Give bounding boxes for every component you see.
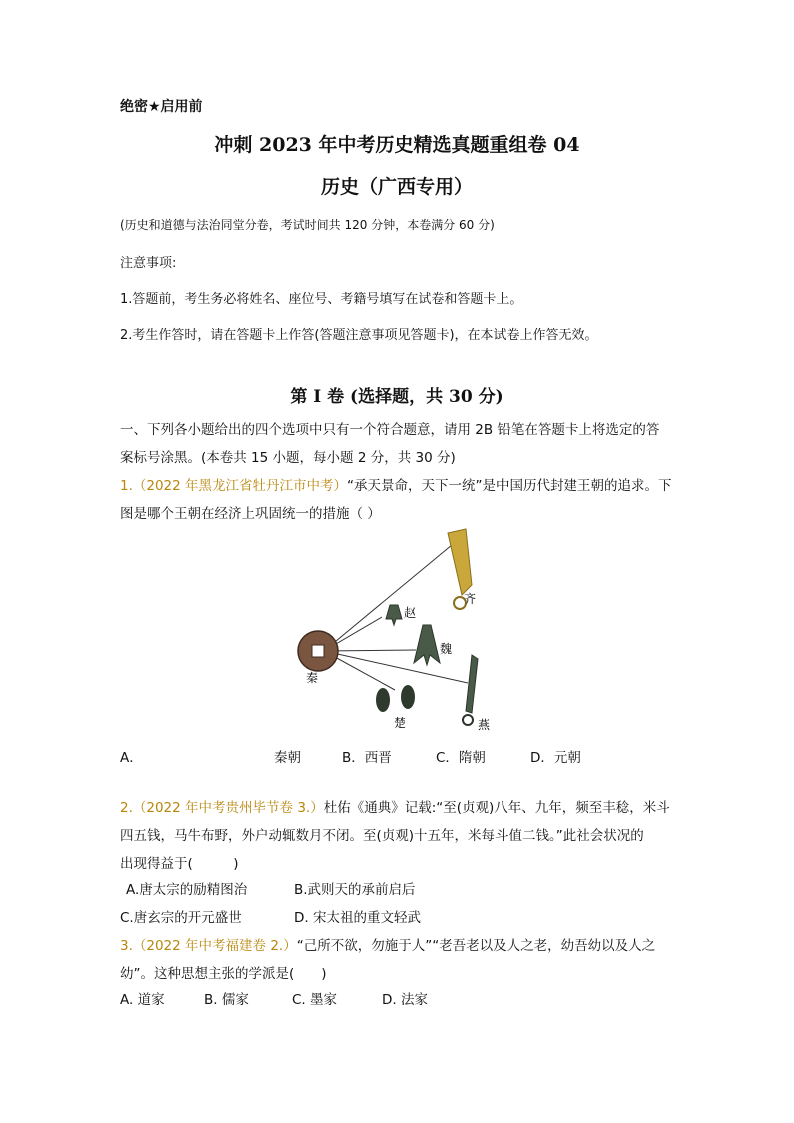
- question-2-text-line-3: 出现得益于( ): [120, 856, 239, 872]
- q2-option-a: A.唐太宗的励精图治: [126, 882, 248, 898]
- exam-subtitle: 历史（广西专用）: [320, 176, 473, 198]
- notes-item-2: 2.考生作答时，请在答题卡上作答(答题注意事项见答题卡)，在本试卷上作答无效。: [120, 328, 598, 343]
- instruction-line-2: 案标号涂黑。(本卷共 15 小题，每小题 2 分，共 30 分): [120, 450, 456, 466]
- question-1-text-line-2: 图是哪个王朝在经济上巩固统一的措施（ ）: [120, 506, 381, 522]
- q1-option-a-label: A．: [120, 750, 143, 766]
- yan-knife-coin-icon: [463, 655, 478, 725]
- q2-option-c: C.唐玄宗的开元盛世: [120, 910, 242, 926]
- question-1-source: 1.（2022 年黑龙江省牡丹江市中考）: [120, 478, 348, 494]
- q3-option-d: D. 法家: [382, 992, 428, 1008]
- question-2-text-line-1: 杜佑《通典》记载:“至(贞观)八年、九年，频至丰稔，米斗: [323, 800, 670, 816]
- q2-option-d: D. 宋太祖的重文轻武: [294, 910, 421, 926]
- chu-coins-icon: [376, 685, 415, 712]
- qin-coin-icon: [298, 631, 338, 671]
- question-1: [120, 472, 680, 528]
- label-yan: 燕: [478, 718, 491, 732]
- question-2-text-line-2: 四五钱，马牛布野，外户动辄数月不闭。至(贞观)十五年，米每斗值二钱。”此社会状况的: [120, 828, 644, 844]
- label-chu: 楚: [394, 716, 407, 730]
- notes-heading: 注意事项:: [120, 256, 177, 271]
- exam-info: (历史和道德与法治同堂分卷，考试时间共 120 分钟，本卷满分 60 分): [120, 218, 495, 232]
- q3-option-a: A. 道家: [120, 992, 165, 1008]
- question-3-text-line-2: 幼”。这种思想主张的学派是( ): [120, 966, 327, 982]
- question-1-text-line-1: “承天景命，天下一统”是中国历代封建王朝的追求。下: [347, 478, 672, 494]
- q1-option-b: B．西晋: [342, 750, 392, 766]
- question-2-source: 2.（2022 年中考贵州毕节卷 3.）: [120, 800, 324, 816]
- zhao-spade-coin-icon: [386, 605, 402, 625]
- coin-unification-figure: [280, 525, 510, 740]
- q1-option-c: C．隋朝: [436, 750, 486, 766]
- wei-spade-coin-icon: [414, 625, 440, 665]
- label-wei: 魏: [440, 642, 453, 656]
- question-3-source: 3.（2022 年中考福建卷 2.）: [120, 938, 297, 954]
- label-qi: 齐: [464, 592, 477, 606]
- instruction-line-1: 一、下列各小题给出的四个选项中只有一个符合题意，请用 2B 铅笔在答题卡上将选定的答: [120, 422, 660, 438]
- q1-option-a: 秦朝: [274, 750, 301, 766]
- q3-option-b: B. 儒家: [204, 992, 249, 1008]
- question-3-text-line-1: “己所不欲，勿施于人”“老吾老以及人之老，幼吾幼以及人之: [296, 938, 656, 954]
- exam-title: 冲刺 2023 年中考历史精选真题重组卷 04: [214, 134, 580, 156]
- question-2: [120, 794, 680, 878]
- question-3: [120, 932, 680, 988]
- label-zhao: 赵: [404, 606, 417, 620]
- q3-option-c: C. 墨家: [292, 992, 338, 1008]
- q1-option-d: D．元朝: [530, 750, 581, 766]
- q2-option-b: B.武则天的承前启后: [294, 882, 416, 898]
- label-qin: 秦: [306, 671, 319, 685]
- section-title: 第 I 卷 (选择题，共 30 分): [290, 387, 504, 407]
- confidential-label: 绝密★启用前: [120, 99, 203, 115]
- notes-item-1: 1.答题前，考生务必将姓名、座位号、考籍号填写在试卷和答题卡上。: [120, 292, 523, 307]
- section-instruction: [120, 416, 680, 472]
